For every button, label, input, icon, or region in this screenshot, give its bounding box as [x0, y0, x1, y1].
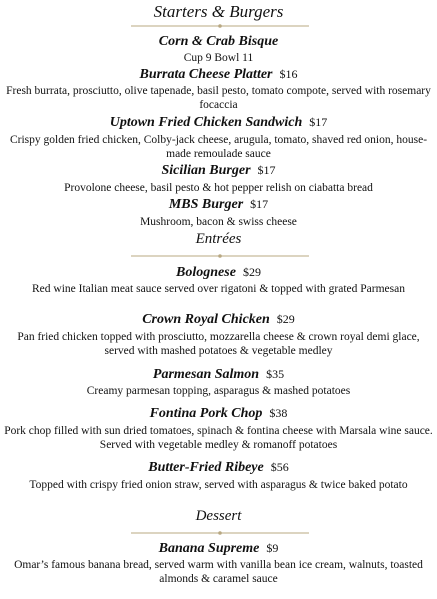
menu-item-description: Red wine Italian meat sauce served over rigatoni & topped with grated Parmesan: [32, 283, 405, 295]
menu-item-price: $9: [266, 541, 279, 555]
section-divider: [131, 23, 309, 29]
menu-item-price: $16: [279, 67, 298, 81]
menu-item-price: $35: [266, 367, 285, 381]
section-title-entrees: Entrées: [195, 231, 242, 247]
section-title-starters: Starters & Burgers: [153, 2, 284, 21]
menu-item-price: $17: [309, 115, 328, 129]
menu-item-description: Omar’s famous banana bread, served warm with vanilla bean ice cream, walnuts, toasted almonds & caramel sauce: [14, 559, 423, 585]
menu-item-description: Pork chop filled with sun dried tomatoes, spinach & fontina cheese with Marsala wine sauce. Served with vegetable medley & romanoff potatoes: [4, 425, 433, 451]
menu-item-description: Pan fried chicken topped with prosciutto, mozzarella cheese & crown royal demi glace, served with mashed potatoes & vegetable medley: [17, 331, 420, 357]
section-divider: [131, 253, 309, 259]
menu-item-name: MBS Burger $17: [168, 197, 269, 212]
menu-item-description: Creamy parmesan topping, asparagus & mashed potatoes: [86, 385, 351, 397]
menu-item-description: Mushroom, bacon & swiss cheese: [140, 216, 297, 228]
menu-item-price: $17: [257, 163, 276, 177]
menu-item-name: Banana Supreme $9: [158, 541, 279, 556]
menu-item-name: Uptown Fried Chicken Sandwich $17: [109, 115, 328, 130]
menu-item-price: $17: [250, 197, 269, 211]
menu-item-name: Sicilian Burger $17: [161, 163, 276, 178]
menu-item-price: $56: [270, 460, 289, 474]
menu-item-description: Cup 9 Bowl 11: [183, 52, 254, 64]
menu-item-name: Butter-Fried Ribeye $56: [148, 460, 289, 475]
menu-item-description: Fresh burrata, prosciutto, olive tapenade, basil pesto, tomato compote, served with rosemary focaccia: [6, 85, 431, 111]
menu-item-name: Burrata Cheese Platter $16: [139, 67, 298, 82]
section-title-dessert: Dessert: [195, 508, 242, 524]
menu-item-price: $29: [242, 265, 261, 279]
menu-item-description: Topped with crispy fried onion straw, served with asparagus & twice baked potato: [29, 479, 408, 491]
menu-item-price: $38: [269, 406, 288, 420]
menu-item-name: Bolognese $29: [176, 265, 261, 280]
menu-item-price: $29: [276, 312, 295, 326]
menu-item-description: Provolone cheese, basil pesto & hot pepper relish on ciabatta bread: [64, 182, 373, 194]
section-divider: [131, 530, 309, 536]
menu-item-name: Crown Royal Chicken $29: [142, 312, 295, 327]
menu-item-name: Parmesan Salmon $35: [152, 367, 285, 382]
menu-item-name: Fontina Pork Chop $38: [149, 406, 288, 421]
menu-item-description: Crispy golden fried chicken, Colby-jack cheese, arugula, tomato, shaved red onion, house-made remoulade sauce: [9, 134, 428, 160]
menu-item-name: Corn & Crab Bisque: [158, 34, 279, 49]
